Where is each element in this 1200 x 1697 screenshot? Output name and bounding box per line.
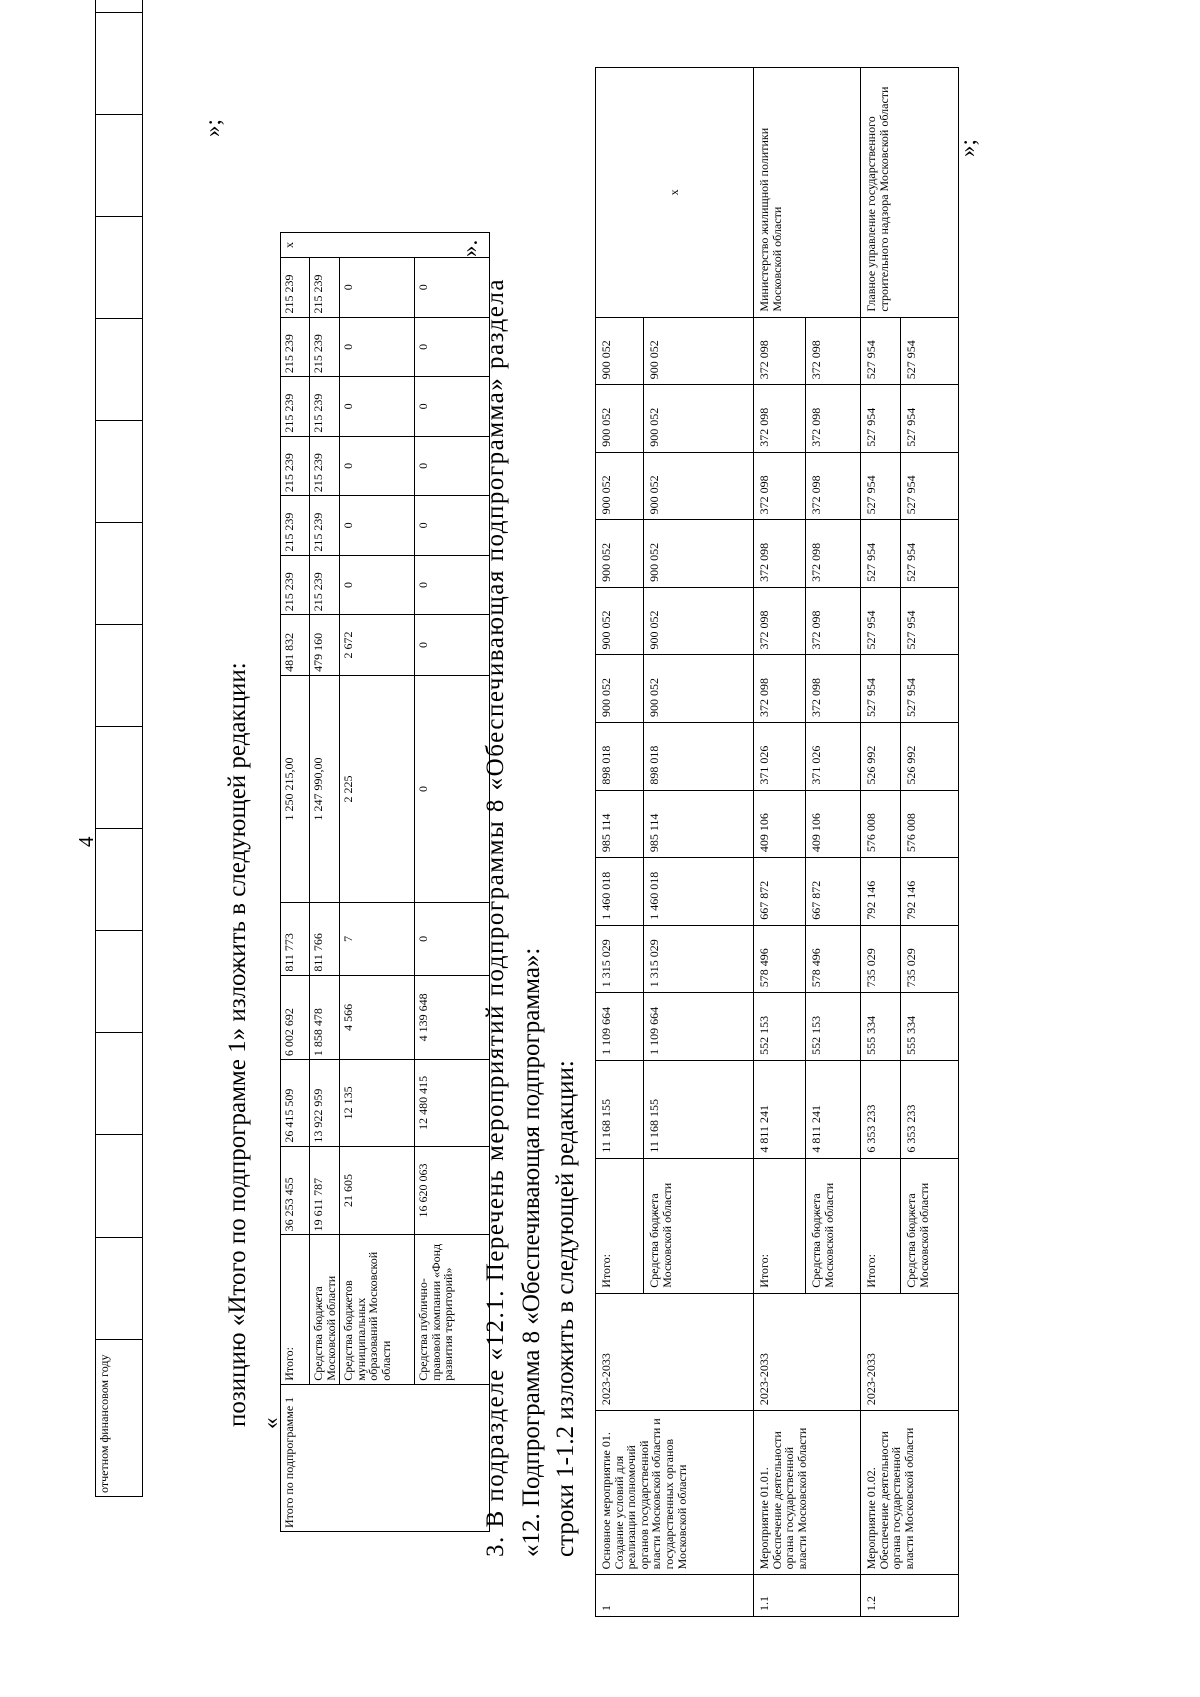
amount-cell: 900 052 xyxy=(644,587,754,655)
amount-cell: 900 052 xyxy=(644,452,754,520)
page-number: 4 xyxy=(74,836,98,847)
amount-cell: 900 052 xyxy=(596,385,644,453)
amount-cell: 900 052 xyxy=(596,452,644,520)
amount-cell: 371 026 xyxy=(806,723,861,791)
amount-cell: 900 052 xyxy=(596,520,644,588)
measures-table-row xyxy=(861,68,901,1617)
t2-cell: 215 239 xyxy=(310,555,340,615)
amount-cell: 372 098 xyxy=(806,452,861,520)
amount-cell: 6 353 233 xyxy=(901,1060,959,1158)
amount-cell: 900 052 xyxy=(644,317,754,385)
amount-cell: 555 334 xyxy=(861,993,901,1061)
para3-line1: 3. В подразделе «12.1. Перечень мероприятий подпрограммы 8 «Обеспечивающая подпрограмма» раздела xyxy=(482,278,509,1557)
amount-cell: 527 954 xyxy=(901,385,959,453)
quote-close-1: »; xyxy=(200,119,225,137)
amount-cell: 372 098 xyxy=(754,520,806,588)
amount-cell: 900 052 xyxy=(644,520,754,588)
amount-cell: 527 954 xyxy=(861,520,901,588)
t2-cell: 215 239 xyxy=(281,496,310,556)
t2-cell: 0 xyxy=(415,317,490,377)
t2-cell: 215 239 xyxy=(310,258,340,318)
period: 2023-2033 xyxy=(596,1293,754,1410)
amount-cell: 555 334 xyxy=(901,993,959,1061)
amount-cell: 372 098 xyxy=(754,317,806,385)
quote-open: « xyxy=(258,1417,283,1429)
t2-cell: 2 672 xyxy=(340,615,415,676)
funding-source: Итого: xyxy=(754,1158,806,1293)
amount-cell: 527 954 xyxy=(861,317,901,385)
t2-cell: 13 922 959 xyxy=(310,1060,340,1147)
amount-cell: 1 109 664 xyxy=(596,993,644,1061)
t2-cell: 0 xyxy=(340,377,415,437)
measure-name: Основное мероприятие 01. Создание условий для реализации полномочий органов государственной власти Московской области и государственных органов Московской области xyxy=(596,1411,754,1575)
amount-cell: 1 460 018 xyxy=(596,858,644,926)
amount-cell: 898 018 xyxy=(596,723,644,791)
amount-cell: 4 811 241 xyxy=(754,1060,806,1158)
t2-cell: 0 xyxy=(340,258,415,318)
t2-cell: 811 773 xyxy=(281,903,310,976)
t2-src-1: Средства бюджета Московской области xyxy=(310,1235,340,1384)
amount-cell: 371 026 xyxy=(754,723,806,791)
row-number: 1.2 xyxy=(861,1575,959,1617)
amount-cell: 900 052 xyxy=(596,317,644,385)
t2-x-mark: x xyxy=(281,233,490,258)
t2-cell: 479 160 xyxy=(310,615,340,676)
quote-close-3: »; xyxy=(955,139,980,157)
amount-cell: 372 098 xyxy=(754,385,806,453)
amount-cell: 900 052 xyxy=(644,385,754,453)
amount-cell: 985 114 xyxy=(596,790,644,858)
measures-table xyxy=(595,67,959,1617)
amount-cell: 372 098 xyxy=(754,655,806,723)
amount-cell: 372 098 xyxy=(754,452,806,520)
t2-cell: 481 832 xyxy=(281,615,310,676)
t2-cell: 215 239 xyxy=(281,317,310,377)
subprogram-total-table xyxy=(280,232,490,1532)
amount-cell: 6 353 233 xyxy=(861,1060,901,1158)
amount-cell: 527 954 xyxy=(901,452,959,520)
t2-cell: 0 xyxy=(340,317,415,377)
amount-cell: 667 872 xyxy=(806,858,861,926)
amount-cell: 372 098 xyxy=(806,385,861,453)
t2-cell: 26 415 509 xyxy=(281,1060,310,1147)
funding-source: Итого: xyxy=(861,1158,901,1293)
amount-cell: 527 954 xyxy=(861,385,901,453)
t2-cell: 12 135 xyxy=(340,1060,415,1147)
t2-cell: 36 253 455 xyxy=(281,1146,310,1235)
t2-cell: 215 239 xyxy=(310,317,340,377)
t2-cell: 215 239 xyxy=(310,436,340,496)
t2-cell: 0 xyxy=(340,436,415,496)
amount-cell: 735 029 xyxy=(901,925,959,993)
t2-cell: 6 002 692 xyxy=(281,975,310,1059)
amount-cell: 372 098 xyxy=(806,587,861,655)
period: 2023-2033 xyxy=(861,1293,959,1410)
t2-cell: 0 xyxy=(415,903,490,976)
measure-name: Мероприятие 01.01. Обеспечение деятельности органа государственной власти Московской области xyxy=(754,1411,861,1575)
amount-cell: 576 008 xyxy=(861,790,901,858)
para3-line2: «12. Подпрограмма 8 «Обеспечивающая подпрограмма»: xyxy=(518,947,545,1557)
t2-src-0: Итого: xyxy=(281,1235,310,1384)
funding-source: Средства бюджета Московской области xyxy=(644,1158,754,1293)
t2-row-label: Итого по подпрограмме 1 xyxy=(281,1384,490,1531)
amount-cell: 900 052 xyxy=(596,587,644,655)
amount-cell: 900 052 xyxy=(596,655,644,723)
amount-cell: 527 954 xyxy=(901,520,959,588)
t2-cell: 811 766 xyxy=(310,903,340,976)
t2-cell: 1 247 990,00 xyxy=(310,675,340,902)
t2-cell: 7 xyxy=(340,903,415,976)
t2-cell: 1 858 478 xyxy=(310,975,340,1059)
t2-cell: 19 611 787 xyxy=(310,1146,340,1235)
amount-cell: 1 315 029 xyxy=(596,925,644,993)
t2-cell: 16 620 063 xyxy=(415,1146,490,1235)
amount-cell: 527 954 xyxy=(901,655,959,723)
t2-cell: 4 139 648 xyxy=(415,975,490,1059)
t2-cell: 0 xyxy=(415,555,490,615)
funding-source: Средства бюджета Московской области xyxy=(901,1158,959,1293)
amount-cell: 1 315 029 xyxy=(644,925,754,993)
quote-close-2: ». xyxy=(457,239,482,257)
t2-cell: 215 239 xyxy=(281,555,310,615)
amount-cell: 11 168 155 xyxy=(644,1060,754,1158)
amount-cell: 735 029 xyxy=(861,925,901,993)
amount-cell: 11 168 155 xyxy=(596,1060,644,1158)
amount-cell: 4 811 241 xyxy=(806,1060,861,1158)
amount-cell: 578 496 xyxy=(754,925,806,993)
amount-cell: 792 146 xyxy=(901,858,959,926)
t2-cell: 4 566 xyxy=(340,975,415,1059)
t2-cell: 0 xyxy=(415,377,490,437)
funding-source: Итого: xyxy=(596,1158,644,1293)
amount-cell: 527 954 xyxy=(901,587,959,655)
funding-source: Средства бюджета Московской области xyxy=(806,1158,861,1293)
t2-cell: 215 239 xyxy=(281,258,310,318)
t2-cell: 215 239 xyxy=(281,436,310,496)
t2-cell: 0 xyxy=(415,496,490,556)
amount-cell: 985 114 xyxy=(644,790,754,858)
amount-cell: 372 098 xyxy=(806,655,861,723)
amount-cell: 372 098 xyxy=(806,520,861,588)
t2-cell: 21 605 xyxy=(340,1146,415,1235)
t2-cell: 12 480 415 xyxy=(415,1060,490,1147)
para3-line3: строки 1-1.2 изложить в следующей редакции: xyxy=(552,1060,579,1557)
amount-cell: 527 954 xyxy=(861,452,901,520)
amount-cell: 552 153 xyxy=(754,993,806,1061)
t2-cell: 215 239 xyxy=(310,377,340,437)
amount-cell: 527 954 xyxy=(861,587,901,655)
amount-cell: 900 052 xyxy=(644,655,754,723)
executor: Главное управление государственного строительного надзора Московской области xyxy=(861,68,959,318)
amount-cell: 409 106 xyxy=(806,790,861,858)
executor: x xyxy=(596,68,754,318)
t2-cell: 0 xyxy=(340,496,415,556)
amount-cell: 409 106 xyxy=(754,790,806,858)
t2-cell: 215 239 xyxy=(310,496,340,556)
t2-src-2: Средства бюджетов муниципальных образований Московской области xyxy=(340,1235,415,1384)
amount-cell: 372 098 xyxy=(806,317,861,385)
measures-table-row xyxy=(596,68,644,1617)
amount-cell: 552 153 xyxy=(806,993,861,1061)
t2-cell: 0 xyxy=(415,675,490,902)
amount-cell: 898 018 xyxy=(644,723,754,791)
top-table-fragment xyxy=(95,0,143,1497)
t2-cell: 1 250 215,00 xyxy=(281,675,310,902)
amount-cell: 372 098 xyxy=(754,587,806,655)
executor: Министерство жилищной политики Московской области xyxy=(754,68,861,318)
amount-cell: 1 109 664 xyxy=(644,993,754,1061)
t2-src-3: Средства публично-правовой компании «Фонд развития территорий» xyxy=(415,1235,490,1384)
row-number: 1.1 xyxy=(754,1575,861,1617)
row-number: 1 xyxy=(596,1575,754,1617)
t2-cell: 0 xyxy=(415,436,490,496)
amount-cell: 576 008 xyxy=(901,790,959,858)
t2-cell: 2 225 xyxy=(340,675,415,902)
amount-cell: 578 496 xyxy=(806,925,861,993)
measures-table-row xyxy=(754,68,806,1617)
amount-cell: 1 460 018 xyxy=(644,858,754,926)
amount-cell: 526 992 xyxy=(861,723,901,791)
t2-cell: 0 xyxy=(415,258,490,318)
measure-name: Мероприятие 01.02. Обеспечение деятельности органа государственной власти Московской области xyxy=(861,1411,959,1575)
amount-cell: 792 146 xyxy=(861,858,901,926)
amount-cell: 527 954 xyxy=(861,655,901,723)
amount-cell: 527 954 xyxy=(901,317,959,385)
top-table-label: отчетном финансовом году xyxy=(96,1340,143,1497)
amount-cell: 667 872 xyxy=(754,858,806,926)
t2-cell: 0 xyxy=(415,615,490,676)
instruction-position: позицию «Итого по подпрограмме 1» изложить в следующей редакции: xyxy=(224,662,251,1427)
t2-cell: 215 239 xyxy=(281,377,310,437)
period: 2023-2033 xyxy=(754,1293,861,1410)
t2-cell: 0 xyxy=(340,555,415,615)
amount-cell: 526 992 xyxy=(901,723,959,791)
